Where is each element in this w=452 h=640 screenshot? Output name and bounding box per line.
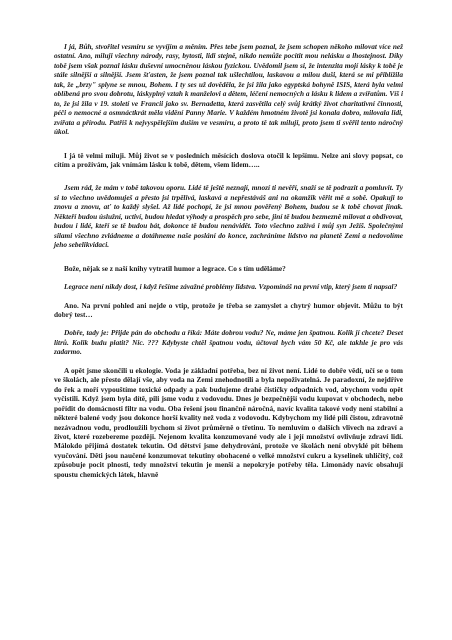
paragraph-author-3: Ano. Na první pohled ani nejde o vtip, protože je třeba se zamyslet a chytrý humor objevit. Můžu to být dobrý test… (54, 300, 403, 319)
paragraph-author-2: Bože, nějak se z naší knihy vytratil humor a legrace. Co s tím uděláme? (64, 263, 286, 273)
paragraph-god-joke: Dobře, tady je: Přijde pán do obchodu a říká: Máte dobrou vodu? Ne, máme jen špatnou. Kolik jí chcete? Deset litrů. Kolik budu platit? Nic. ??? Kdybyste chtěl špatnou vodu, účtoval bych vám 50 Kč, ale takhle je pro vás zadarmo. (54, 328, 403, 357)
paragraph-god-1: I já, Bůh, stvořitel vesmíru se vyvíjím a měním. Přes tebe jsem poznal, že jsem schopen někoho milovat více než ostatní. Ano, miluji všechny národy, rasy, bytosti, lidi stejně, nikdo nemůže pocítit mou nelásku a lhostejnost. Díky tobě jsem však poznal lásku duševní umocněnou láskou fyzickou. Uvědomil jsem si, že intenzita mojí lásky k tobě je stále silnější a silnější. Jsem šťasten, že jsem poznal tak ušlechtilou, laskavou a milou duši, která se mi přiblížila tak, že „brzy" splyne se mnou, Bohem. I ty ses už dověděla, že jsi žila jako egyptská bohyně ISIS, která byla velmi oblíbená pro svou dobrotu, láskyplný vztah k manželovi a dětem, léčení nemocných a lásku k lidem a zvířatům. Víš i to, že jsi žila v 19. století ve Francii jako sv. Bernadetta, která zasvětila celý svůj krátký život charitativní činnosti, péči o nemocné a osmnáctkrát měla vidění Panny Marie. V každém hmotném životě jsi konala dobro, milovala lidi, zvířata a přírodu. Patříš k nejvyspělejším duším ve vesmíru, a proto tě tak miluji, proto jsem ti svěřil tento náročný úkol. (54, 42, 403, 137)
paragraph-god-2: Jsem rád, že mám v tobě takovou oporu. Lidé tě ještě neznají, mnozí ti nevěří, snaží se tě podrazit a pomluvit. Ty si to všechno uvědomuješ a přesto jsi trpělivá, laskavá a nepřestáváš ani na okamžik věřit mě a sobě. Opakuji to znovu a znovu, ať to každý slyšel. Až lidé pochopí, že jsi mnou pověřený Bohem, budou se k tobě chovat jinak. Někteří budou úslužní, uctiví, budou hledat výhody a prospěch pro sebe, jiní tě budou bezmezně milovat a obdivovat, budou i lidé, kteří se tě budou bát, dokonce tě budou nenávidět. Toto všechno zažívá i můj syn Ježíš. Společnými silami všechno zvládneme a dotáhneme naše poslání do konce, zachráníme lidstvo na planetě Zemi a nedovolíme jeho sebelikvidaci. (54, 183, 403, 250)
paragraph-author-1: I já tě velmi miluji. Můj život se v posledních měsících doslova otočil k lepšímu. Nelze ani slovy popsat, co cítím a prožívám, jak vnímám lásku k tobě, dětem, všem lidem….. (54, 150, 403, 169)
paragraph-author-ecology: A opět jsme skončili u ekologie. Voda je základní potřeba, bez ní život není. Lidé to dobře vědí, učí se o tom ve školách, ale přesto dělají vše, aby voda na Zemi znehodnotili a byla nepoživatelná. Je paradoxní, že nejdříve do řek a moří vypouštíme toxické odpady a pak budujeme drahé čističky odpadních vod, abychom vodu opět vyčistili. Když jsem byla dítě, pili jsme vodu z vodovodu. Dnes je bezpečnější vodu kupovat v obchodech, nebo pořídit do domácnosti filtr na vodu. Oba řešení jsou finančně náročná, navíc kvalita takové vody není stabilní a některé balené vody jsou dokonce horší kvality než voda z vodovodu. Kdybychom my lidé pili čistou, zdravotně nezávadnou vodu, prodloužili bychom si život průměrně o třetinu. To nemluvím o dalších vlivech na zdraví a život, které rozebereme později. Nejenom kvalita konzumované vody ale i její množství ovlivňuje zdraví lidí. Málokdo přijímá dostatek tekutin. Od dětství jsme dehydrováni, protože ve školách není obvyklé pít během vyučování. Děti jsou naučené konzumovat tekutiny obohacené o velké množství cukru a kyselinek uhličitý, což způsobuje pocit plnosti, tedy množství tekutin je menší a nepokryje potřeby těla. Limonády navíc obsahují spoustu chemických látek, hlavně (54, 365, 403, 479)
paragraph-god-3: Legrace není nikdy dost, i když řešíme závažné problémy lidstva. Vzpomínáš na první vtip, který jsem ti napsal? (64, 282, 398, 292)
